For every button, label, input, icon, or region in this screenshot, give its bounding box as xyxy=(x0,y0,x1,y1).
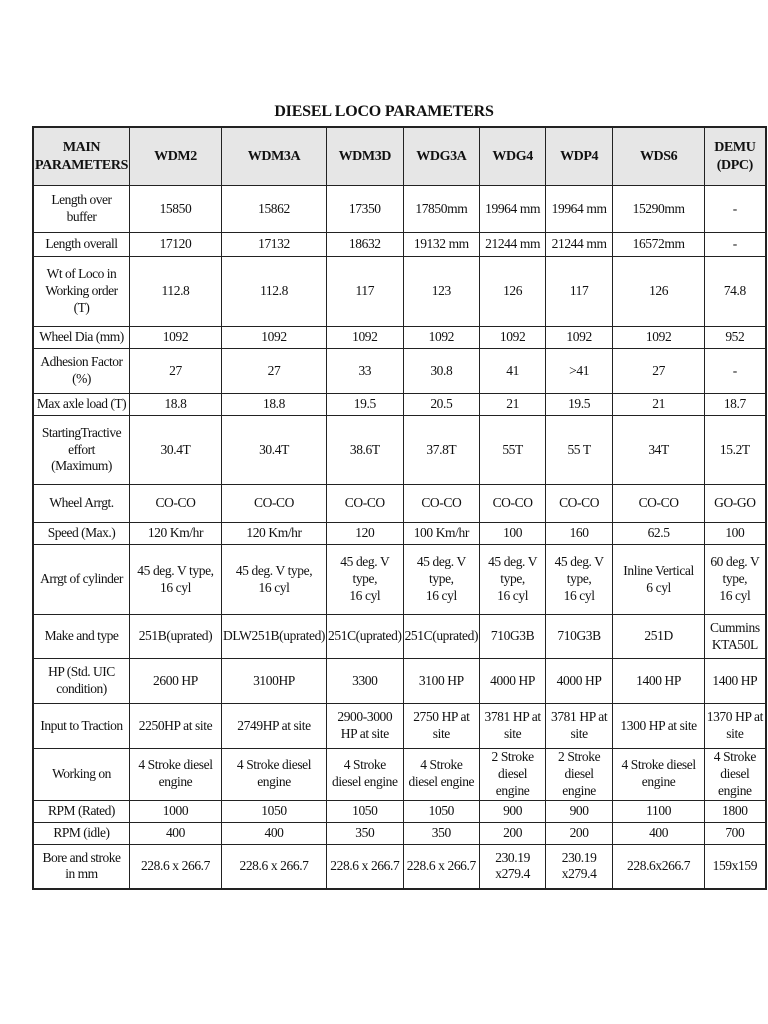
data-cell: 45 deg. V type, 16 cyl xyxy=(546,545,613,615)
data-cell: 17350 xyxy=(327,186,404,233)
data-cell: 16572mm xyxy=(613,233,705,257)
data-cell: 4 Stroke diesel engine xyxy=(613,749,705,801)
data-cell: 21 xyxy=(613,394,705,416)
data-cell: 1050 xyxy=(221,800,326,822)
data-cell: 21244 mm xyxy=(546,233,613,257)
data-cell: 123 xyxy=(403,257,480,327)
data-cell: 1370 HP at site xyxy=(705,704,766,749)
data-cell: 2 Stroke diesel engine xyxy=(480,749,546,801)
data-cell: 251C(uprated) xyxy=(403,615,480,659)
table-row xyxy=(33,416,766,485)
data-cell: 60 deg. V type, 16 cyl xyxy=(705,545,766,615)
data-cell: 34T xyxy=(613,416,705,485)
header-cell-wdm3a: WDM3A xyxy=(221,127,326,186)
data-cell: 2749HP at site xyxy=(221,704,326,749)
header-cell-parameters: MAIN PARAMETERS xyxy=(33,127,129,186)
table-row xyxy=(33,233,766,257)
data-cell: 159x159 xyxy=(705,844,766,889)
data-cell: 1050 xyxy=(403,800,480,822)
data-cell: 700 xyxy=(705,822,766,844)
table-row xyxy=(33,704,766,749)
data-cell: 1092 xyxy=(613,327,705,349)
data-cell: 55T xyxy=(480,416,546,485)
table-row xyxy=(33,545,766,615)
data-cell: 1400 HP xyxy=(613,659,705,704)
data-cell: 4 Stroke diesel engine xyxy=(327,749,404,801)
table-row xyxy=(33,394,766,416)
data-cell: 19964 mm xyxy=(546,186,613,233)
data-cell: 19964 mm xyxy=(480,186,546,233)
data-cell: 350 xyxy=(327,822,404,844)
data-cell: 3100HP xyxy=(221,659,326,704)
data-cell: 3300 xyxy=(327,659,404,704)
table-row xyxy=(33,749,766,801)
table-row xyxy=(33,327,766,349)
data-cell: 112.8 xyxy=(221,257,326,327)
data-cell: 19.5 xyxy=(546,394,613,416)
data-cell: - xyxy=(705,186,766,233)
table-row xyxy=(33,844,766,889)
row-header-cell: Max axle load (T) xyxy=(33,394,129,416)
data-cell: 1100 xyxy=(613,800,705,822)
data-cell: 100 Km/hr xyxy=(403,523,480,545)
data-cell: 400 xyxy=(221,822,326,844)
data-cell: 100 xyxy=(480,523,546,545)
data-cell: 117 xyxy=(327,257,404,327)
data-cell: 45 deg. V type, 16 cyl xyxy=(221,545,326,615)
data-cell: 4 Stroke diesel engine xyxy=(129,749,221,801)
row-header-cell: Bore and stroke in mm xyxy=(33,844,129,889)
data-cell: 1050 xyxy=(327,800,404,822)
data-cell: 18632 xyxy=(327,233,404,257)
data-cell: 37.8T xyxy=(403,416,480,485)
data-cell: 1800 xyxy=(705,800,766,822)
data-cell: 350 xyxy=(403,822,480,844)
data-cell: 19132 mm xyxy=(403,233,480,257)
data-cell: 2900-3000 HP at site xyxy=(327,704,404,749)
data-cell: 228.6x266.7 xyxy=(613,844,705,889)
data-cell: 18.7 xyxy=(705,394,766,416)
data-cell: 3781 HP at site xyxy=(546,704,613,749)
header-cell-wdp4: WDP4 xyxy=(546,127,613,186)
data-cell: 20.5 xyxy=(403,394,480,416)
table-row xyxy=(33,615,766,659)
data-cell: 3100 HP xyxy=(403,659,480,704)
loco-parameters-table xyxy=(32,126,767,890)
data-cell: 15850 xyxy=(129,186,221,233)
data-cell: 30.4T xyxy=(129,416,221,485)
data-cell: 33 xyxy=(327,349,404,394)
data-cell: 62.5 xyxy=(613,523,705,545)
data-cell: 4 Stroke diesel engine xyxy=(705,749,766,801)
data-cell: 45 deg. V type, 16 cyl xyxy=(403,545,480,615)
data-cell: 952 xyxy=(705,327,766,349)
row-header-cell: Length over buffer xyxy=(33,186,129,233)
data-cell: DLW251B(uprated) xyxy=(221,615,326,659)
data-cell: 1092 xyxy=(480,327,546,349)
data-cell: 228.6 x 266.7 xyxy=(403,844,480,889)
data-cell: 27 xyxy=(613,349,705,394)
data-cell: 230.19 x279.4 xyxy=(546,844,613,889)
data-cell: 230.19 x279.4 xyxy=(480,844,546,889)
data-cell: Cummins KTA50L xyxy=(705,615,766,659)
data-cell: 41 xyxy=(480,349,546,394)
row-header-cell: Speed (Max.) xyxy=(33,523,129,545)
data-cell: 4000 HP xyxy=(546,659,613,704)
data-cell: 251B(uprated) xyxy=(129,615,221,659)
data-cell: - xyxy=(705,349,766,394)
data-cell: CO-CO xyxy=(546,485,613,523)
data-cell: 126 xyxy=(613,257,705,327)
data-cell: 15862 xyxy=(221,186,326,233)
data-cell: 55 T xyxy=(546,416,613,485)
data-cell: 45 deg. V type, 16 cyl xyxy=(129,545,221,615)
data-cell: 15290mm xyxy=(613,186,705,233)
table-row xyxy=(33,822,766,844)
data-cell: 45 deg. V type, 16 cyl xyxy=(327,545,404,615)
data-cell: 120 Km/hr xyxy=(129,523,221,545)
data-cell: 1092 xyxy=(546,327,613,349)
data-cell: 2750 HP at site xyxy=(403,704,480,749)
table-row xyxy=(33,800,766,822)
data-cell: 1092 xyxy=(327,327,404,349)
data-cell: 120 xyxy=(327,523,404,545)
data-cell: 1092 xyxy=(403,327,480,349)
data-cell: 74.8 xyxy=(705,257,766,327)
row-header-cell: Wt of Loco in Working order (T) xyxy=(33,257,129,327)
data-cell: 900 xyxy=(480,800,546,822)
table-row xyxy=(33,186,766,233)
data-cell: - xyxy=(705,233,766,257)
data-cell: 21244 mm xyxy=(480,233,546,257)
data-cell: 45 deg. V type, 16 cyl xyxy=(480,545,546,615)
data-cell: 1300 HP at site xyxy=(613,704,705,749)
data-cell: CO-CO xyxy=(221,485,326,523)
data-cell: 15.2T xyxy=(705,416,766,485)
row-header-cell: RPM (Rated) xyxy=(33,800,129,822)
row-header-cell: Arrgt of cylinder xyxy=(33,545,129,615)
data-cell: GO-GO xyxy=(705,485,766,523)
data-cell: CO-CO xyxy=(327,485,404,523)
data-cell: 2 Stroke diesel engine xyxy=(546,749,613,801)
row-header-cell: HP (Std. UIC condition) xyxy=(33,659,129,704)
data-cell: 1400 HP xyxy=(705,659,766,704)
data-cell: 710G3B xyxy=(480,615,546,659)
data-cell: CO-CO xyxy=(613,485,705,523)
data-cell: 18.8 xyxy=(221,394,326,416)
row-header-cell: Working on xyxy=(33,749,129,801)
data-cell: 112.8 xyxy=(129,257,221,327)
row-header-cell: RPM (idle) xyxy=(33,822,129,844)
data-cell: 228.6 x 266.7 xyxy=(221,844,326,889)
data-cell: 17132 xyxy=(221,233,326,257)
table-row xyxy=(33,659,766,704)
data-cell: 27 xyxy=(129,349,221,394)
data-cell: 710G3B xyxy=(546,615,613,659)
header-cell-demu: DEMU (DPC) xyxy=(705,127,766,186)
data-cell: 228.6 x 266.7 xyxy=(327,844,404,889)
data-cell: 200 xyxy=(480,822,546,844)
table-row xyxy=(33,485,766,523)
page-title: DIESEL LOCO PARAMETERS xyxy=(274,103,494,120)
data-cell: 251C(uprated) xyxy=(327,615,404,659)
table-header-row xyxy=(33,127,766,186)
data-cell: 126 xyxy=(480,257,546,327)
row-header-cell: Length overall xyxy=(33,233,129,257)
data-cell: 4 Stroke diesel engine xyxy=(403,749,480,801)
data-cell: 17850mm xyxy=(403,186,480,233)
data-cell: 19.5 xyxy=(327,394,404,416)
data-cell: 100 xyxy=(705,523,766,545)
data-cell: 251D xyxy=(613,615,705,659)
data-cell: 400 xyxy=(129,822,221,844)
header-cell-wds6: WDS6 xyxy=(613,127,705,186)
header-cell-wdg4: WDG4 xyxy=(480,127,546,186)
data-cell: CO-CO xyxy=(129,485,221,523)
row-header-cell: Adhesion Factor (%) xyxy=(33,349,129,394)
data-cell: 18.8 xyxy=(129,394,221,416)
row-header-cell: Input to Traction xyxy=(33,704,129,749)
data-cell: 160 xyxy=(546,523,613,545)
data-cell: 117 xyxy=(546,257,613,327)
row-header-cell: Wheel Dia (mm) xyxy=(33,327,129,349)
table-row xyxy=(33,257,766,327)
data-cell: 400 xyxy=(613,822,705,844)
data-cell: 4 Stroke diesel engine xyxy=(221,749,326,801)
data-cell: CO-CO xyxy=(403,485,480,523)
data-cell: CO-CO xyxy=(480,485,546,523)
data-cell: 2250HP at site xyxy=(129,704,221,749)
data-cell: 30.8 xyxy=(403,349,480,394)
header-cell-wdm2: WDM2 xyxy=(129,127,221,186)
header-cell-wdg3a: WDG3A xyxy=(403,127,480,186)
data-cell: 228.6 x 266.7 xyxy=(129,844,221,889)
row-header-cell: StartingTractive effort (Maximum) xyxy=(33,416,129,485)
data-cell: 1000 xyxy=(129,800,221,822)
header-cell-wdm3d: WDM3D xyxy=(327,127,404,186)
data-cell: 120 Km/hr xyxy=(221,523,326,545)
data-cell: 4000 HP xyxy=(480,659,546,704)
data-cell: 900 xyxy=(546,800,613,822)
data-cell: 21 xyxy=(480,394,546,416)
data-cell: 17120 xyxy=(129,233,221,257)
data-cell: 1092 xyxy=(129,327,221,349)
data-cell: 30.4T xyxy=(221,416,326,485)
data-cell: 3781 HP at site xyxy=(480,704,546,749)
data-cell: >41 xyxy=(546,349,613,394)
data-cell: 1092 xyxy=(221,327,326,349)
table-row xyxy=(33,349,766,394)
data-cell: 38.6T xyxy=(327,416,404,485)
data-cell: Inline Vertical 6 cyl xyxy=(613,545,705,615)
row-header-cell: Make and type xyxy=(33,615,129,659)
row-header-cell: Wheel Arrgt. xyxy=(33,485,129,523)
data-cell: 200 xyxy=(546,822,613,844)
data-cell: 27 xyxy=(221,349,326,394)
data-cell: 2600 HP xyxy=(129,659,221,704)
table-row xyxy=(33,523,766,545)
